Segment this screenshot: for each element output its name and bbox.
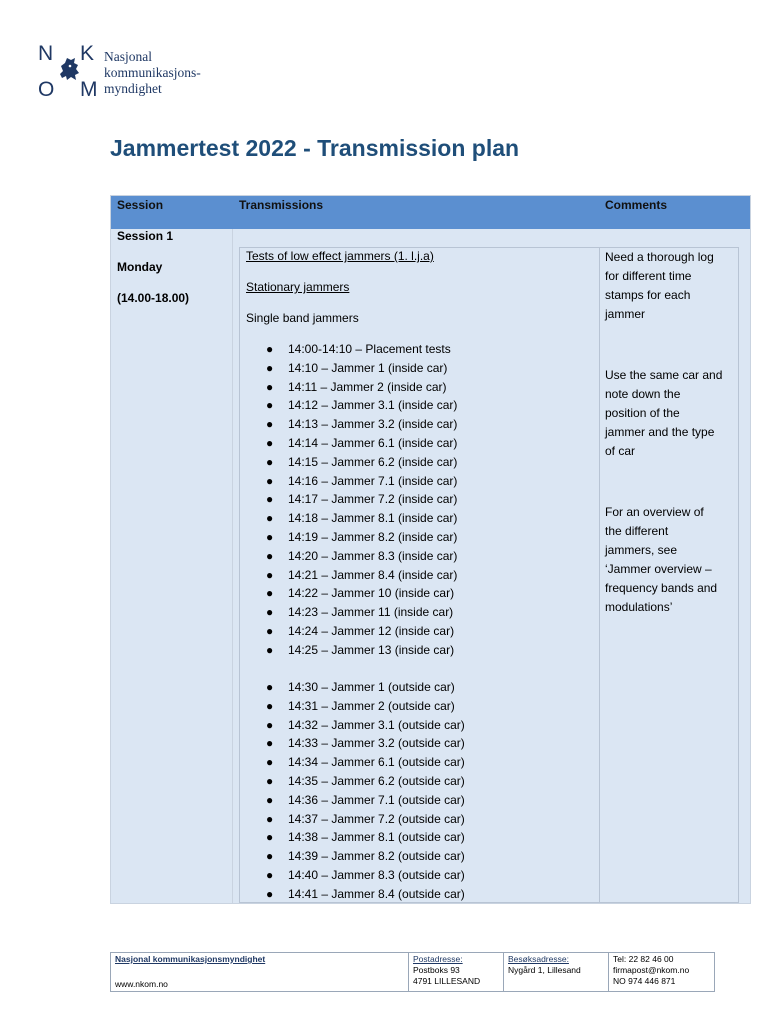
list-item-text: 14:22 – Jammer 10 (inside car): [288, 586, 455, 601]
list-item-text: 14:18 – Jammer 8.1 (inside car): [288, 511, 458, 526]
logo-org-name: [104, 49, 201, 97]
list-item: [266, 398, 457, 412]
list-item-text: 14:11 – Jammer 2 (inside car): [288, 379, 447, 394]
bullet-icon: ●: [266, 473, 274, 488]
footer-web-link[interactable]: www.nkom.no: [115, 979, 168, 989]
footer-org: [111, 953, 408, 991]
list-item: [266, 643, 454, 657]
bullet-icon: ●: [266, 736, 274, 751]
footer-org-number: NO 974 446 871: [613, 976, 676, 986]
comment-line: position of the: [605, 406, 680, 420]
comment-line: for different time: [605, 269, 692, 283]
logo-org-line: kommunikasjons-: [104, 65, 201, 80]
comment-line: modulations’: [605, 600, 673, 614]
header-comments: Comments: [605, 198, 668, 212]
comment-line: of car: [605, 444, 636, 458]
list-item: [266, 887, 465, 901]
list-item-text: 14:16 – Jammer 7.1 (inside car): [288, 473, 458, 488]
footer-visit: [503, 953, 608, 991]
list-item: [266, 380, 447, 394]
list-item: [266, 718, 465, 732]
header-session: Session: [117, 198, 164, 212]
footer-email[interactable]: firmapost@nkom.no: [613, 965, 690, 975]
logo-org-line: myndighet: [104, 81, 162, 96]
list-item-text: 14:15 – Jammer 6.2 (inside car): [288, 454, 458, 469]
list-item-text: 14:17 – Jammer 7.2 (inside car): [288, 492, 458, 507]
footer-contact: [608, 953, 714, 991]
list-item: [266, 586, 454, 600]
comment-line: note down the: [605, 387, 681, 401]
lion-emblem-icon: [54, 54, 84, 84]
bullet-icon: ●: [266, 379, 274, 394]
list-item: [266, 568, 457, 582]
comment-car: [605, 366, 735, 461]
list-item: [266, 436, 457, 450]
bullet-icon: ●: [266, 642, 274, 657]
comment-line: ‘Jammer overview –: [605, 562, 712, 576]
nkom-logo: [38, 42, 238, 102]
bullet-icon: ●: [266, 774, 274, 788]
comment-line: jammers, see: [605, 543, 678, 557]
logo-letter-o: O: [38, 78, 55, 101]
list-item: [266, 812, 465, 826]
list-item-text: 14:35 – Jammer 6.2 (outside car): [288, 774, 465, 788]
footer-postal-label: Postadresse:: [413, 954, 463, 964]
list-item: [266, 474, 457, 488]
list-item-text: 14:21 – Jammer 8.4 (inside car): [288, 567, 458, 582]
list-item-text: 14:30 – Jammer 1 (outside car): [288, 680, 455, 694]
list-item-text: 14:34 – Jammer 6.1 (outside car): [288, 755, 465, 770]
comment-log: [605, 248, 735, 324]
bullet-icon: ●: [266, 360, 274, 375]
subsection-title: Stationary jammers: [246, 280, 350, 294]
footer-org-name: Nasjonal kommunikasjonsmyndighet: [115, 954, 266, 964]
column-divider: [232, 229, 233, 903]
bullet-icon: ●: [266, 755, 274, 770]
list-item-text: 14:24 – Jammer 12 (inside car): [288, 624, 455, 638]
comment-line: Need a thorough log: [605, 250, 714, 264]
logo-org-line: Nasjonal: [104, 49, 152, 64]
bullet-icon: ●: [266, 530, 274, 544]
list-item: [266, 849, 465, 863]
session-time: (14.00-18.00): [117, 291, 190, 305]
session-day: Monday: [117, 260, 163, 274]
comment-line: For an overview of: [605, 505, 704, 519]
footer-postal-line: 4791 LILLESAND: [413, 976, 481, 986]
list-item: [266, 699, 455, 713]
bullet-icon: ●: [266, 398, 274, 413]
list-item: [266, 830, 465, 844]
list-item: [266, 605, 453, 619]
inner-divider: [599, 248, 600, 902]
list-item-text: 14:38 – Jammer 8.1 (outside car): [288, 830, 465, 845]
footer-visit-label: Besøksadresse:: [508, 954, 569, 964]
comment-line: frequency bands and: [605, 581, 718, 595]
bullet-icon: ●: [266, 868, 274, 882]
list-item-text: 14:14 – Jammer 6.1 (inside car): [288, 436, 458, 450]
bullet-icon: ●: [266, 511, 274, 526]
list-item-text: 14:13 – Jammer 3.2 (inside car): [288, 417, 458, 432]
bullet-icon: ●: [266, 849, 274, 864]
section-title: Tests of low effect jammers (1. l.j.a): [246, 249, 434, 263]
list-item: [266, 511, 457, 525]
list-item: [266, 793, 465, 807]
footer-postal: [408, 953, 503, 991]
bullet-icon: ●: [266, 830, 274, 845]
list-item-text: 14:00-14:10 – Placement tests: [288, 342, 451, 356]
list-item-text: 14:12 – Jammer 3.1 (inside car): [288, 398, 458, 413]
list-item-text: 14:33 – Jammer 3.2 (outside car): [288, 736, 465, 751]
comment-line: jammer: [605, 307, 646, 321]
list-item: [266, 342, 451, 356]
transmission-plan-table: [110, 195, 751, 904]
list-item-text: 14:36 – Jammer 7.1 (outside car): [288, 792, 465, 807]
bullet-icon: ●: [266, 886, 274, 901]
list-item: [266, 455, 457, 469]
comment-line: stamps for each: [605, 288, 691, 302]
table-header: [111, 196, 750, 229]
footer-postal-line: Postboks 93: [413, 965, 460, 975]
logo-letter-k: K: [80, 42, 95, 65]
list-item: [266, 361, 447, 375]
list-item-text: 14:25 – Jammer 13 (inside car): [288, 642, 455, 657]
logo-letter-m: M: [80, 78, 98, 101]
list-item: [266, 736, 465, 750]
footer-visit-line: Nygård 1, Lillesand: [508, 965, 581, 975]
list-item-text: 14:19 – Jammer 8.2 (inside car): [288, 530, 458, 544]
bullet-icon: ●: [266, 342, 274, 356]
bullet-icon: ●: [266, 605, 274, 620]
bullet-icon: ●: [266, 624, 274, 638]
footer-phone: Tel: 22 82 46 00: [613, 954, 674, 964]
bullet-icon: ●: [266, 454, 274, 469]
session-name: Session 1: [117, 229, 174, 243]
list-item-text: 14:32 – Jammer 3.1 (outside car): [288, 717, 465, 732]
comment-overview: [605, 503, 735, 617]
list-item: [266, 549, 457, 563]
list-item-text: 14:31 – Jammer 2 (outside car): [288, 698, 455, 713]
bullet-icon: ●: [266, 567, 274, 582]
list-item-text: 14:40 – Jammer 8.3 (outside car): [288, 868, 465, 882]
bullet-icon: ●: [266, 698, 274, 713]
bullet-icon: ●: [266, 436, 274, 450]
list-item-text: 14:23 – Jammer 11 (inside car): [288, 605, 454, 620]
page-title: Jammertest 2022 - Transmission plan: [110, 135, 520, 161]
footer: [110, 952, 715, 992]
comment-line: the different: [605, 524, 669, 538]
list-item: [266, 755, 465, 769]
list-item-text: 14:10 – Jammer 1 (inside car): [288, 360, 448, 375]
list-item: [266, 530, 457, 544]
list-item-text: 14:37 – Jammer 7.2 (outside car): [288, 811, 465, 826]
transmissions-box: [239, 247, 739, 903]
bullet-icon: ●: [266, 811, 274, 826]
comment-line: Use the same car and: [605, 368, 723, 382]
list-item: [266, 417, 457, 431]
logo-letter-n: N: [38, 42, 54, 65]
bullet-icon: ●: [266, 417, 274, 432]
group-title: Single band jammers: [246, 311, 359, 325]
bullet-icon: ●: [266, 717, 274, 732]
bullet-icon: ●: [266, 492, 274, 507]
list-item: [266, 624, 454, 638]
bullet-icon: ●: [266, 586, 274, 601]
bullet-icon: ●: [266, 548, 274, 563]
comment-line: jammer and the type: [605, 425, 715, 439]
list-item: [266, 680, 455, 694]
list-item-text: 14:39 – Jammer 8.2 (outside car): [288, 849, 465, 864]
list-item-text: 14:20 – Jammer 8.3 (inside car): [288, 548, 458, 563]
list-item-text: 14:41 – Jammer 8.4 (outside car): [288, 886, 465, 901]
list-item: [266, 492, 457, 506]
bullet-icon: ●: [266, 680, 274, 694]
list-item: [266, 774, 465, 788]
header-transmissions: Transmissions: [239, 198, 324, 212]
list-item: [266, 868, 465, 882]
bullet-icon: ●: [266, 792, 274, 807]
